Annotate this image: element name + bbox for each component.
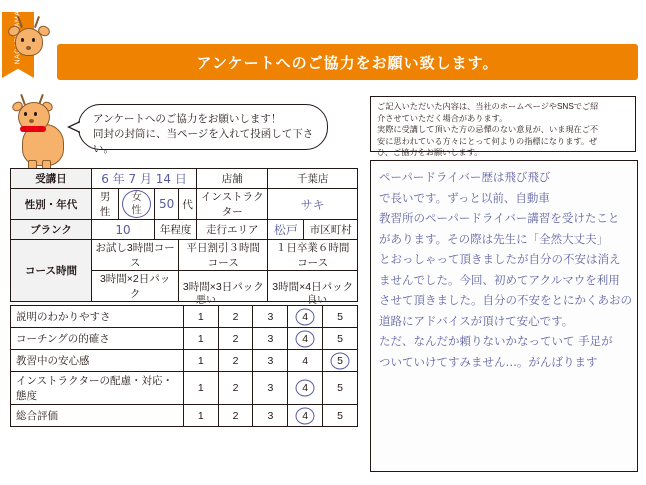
cell-number: 5: [337, 354, 343, 367]
note-line-5: ひ、ご協力をお願いします。: [377, 148, 483, 158]
handwritten-line: とおっしゃって頂きましたが自分の不安は消え: [379, 252, 621, 266]
field-area-unit: 市区町村: [304, 220, 358, 240]
course-option-2day[interactable]: 3時間×2日パック: [92, 271, 179, 302]
row-label-course-time: コース時間: [11, 240, 92, 302]
selected-circle: 女性: [122, 190, 151, 218]
field-blank-value[interactable]: 10: [92, 220, 155, 240]
rating-cell-4[interactable]: 4: [288, 350, 323, 372]
rating-question: インストラクターの配慮・対応・態度: [11, 372, 184, 405]
privacy-note: [370, 96, 636, 158]
rating-cell-5[interactable]: 5: [323, 405, 358, 427]
deer-character-icon: [12, 100, 74, 172]
field-date-value[interactable]: 6 年 7 月 14 日: [92, 169, 197, 189]
scale-label-high: 良い: [307, 295, 327, 306]
selection-circle: [331, 352, 350, 369]
rating-cell-5[interactable]: 5: [323, 372, 358, 405]
table-row: [11, 350, 358, 372]
rating-question: 総合評価: [11, 405, 184, 427]
rating-cell-5[interactable]: [323, 350, 358, 372]
table-row: [11, 220, 358, 240]
rating-cell-3[interactable]: 3: [253, 405, 288, 427]
course-option-4day[interactable]: 3時間×4日パック: [268, 271, 358, 302]
selection-circle: [296, 407, 315, 424]
table-row: [11, 240, 358, 271]
handwritten-line: ませんでした。今回、初めてアクルマウを利用: [379, 272, 620, 287]
field-gender-female[interactable]: [119, 189, 155, 220]
bubble-line-2: 同封の封筒に、当ページを入れて投函して下さい。: [93, 128, 314, 155]
handwritten-line: で長いです。ずっと以前、自動車: [379, 190, 550, 205]
handwritten-comment-panel: [370, 160, 638, 472]
rating-cell-2[interactable]: 2: [218, 328, 253, 350]
table-row: [11, 306, 358, 328]
rating-cell-2[interactable]: 2: [218, 350, 253, 372]
speech-bubble: [78, 104, 328, 155]
rating-cell-5[interactable]: 5: [323, 306, 358, 328]
selection-circle: [296, 380, 315, 397]
selection-circle: [296, 330, 315, 347]
rating-question: コーチングの的確さ: [11, 328, 184, 350]
field-instructor-value[interactable]: サキ: [268, 189, 358, 220]
rating-cell-4[interactable]: [288, 372, 323, 405]
rating-cell-3[interactable]: 3: [253, 328, 288, 350]
rating-cell-2[interactable]: 2: [218, 372, 253, 405]
rating-scale-labels: [10, 290, 358, 305]
field-gender-male[interactable]: 男性: [92, 189, 119, 220]
rating-question: 説明のわかりやすさ: [11, 306, 184, 328]
rating-cell-4[interactable]: [288, 328, 323, 350]
course-option-oneday[interactable]: １日卒業６時間コース: [268, 240, 358, 271]
scale-label-low: 悪い: [196, 295, 216, 306]
field-area-value[interactable]: 松戸: [268, 220, 304, 240]
course-option-3day[interactable]: 3時間×3日パック: [179, 271, 268, 302]
field-instructor-label: インストラクター: [197, 189, 268, 220]
rating-cell-2[interactable]: 2: [218, 306, 253, 328]
rating-cell-1[interactable]: 1: [183, 306, 218, 328]
row-label-blank-period: ブランク: [11, 220, 92, 240]
table-row: [11, 189, 358, 220]
rating-table: [10, 305, 358, 427]
deer-mascot-icon: [8, 16, 50, 62]
rating-section: [10, 290, 358, 427]
table-row: [11, 405, 358, 427]
brand-badge: [2, 12, 54, 82]
course-option-weekday[interactable]: 平日割引３時間コース: [179, 240, 268, 271]
table-row: [11, 372, 358, 405]
rating-cell-5[interactable]: 5: [323, 328, 358, 350]
rating-cell-3[interactable]: 3: [253, 306, 288, 328]
field-store-value: 千葉店: [268, 169, 358, 189]
header-banner: [57, 44, 638, 80]
selection-circle: [296, 308, 315, 325]
rating-cell-1[interactable]: 1: [183, 372, 218, 405]
handwritten-line: ただ、なんだか頼りないかなっていて 手足が: [379, 334, 613, 348]
row-label-gender-age: 性別・年代: [11, 189, 92, 220]
field-store-label: 店舗: [197, 169, 268, 189]
cell-number: 4: [302, 382, 309, 394]
banner-title: アンケートへのご協力をお願い致します。: [196, 54, 499, 72]
note-line-2: 介させていただく場合があります。: [377, 113, 508, 123]
rating-cell-3[interactable]: 3: [253, 350, 288, 372]
handwritten-line: 道路にアドバイスが頂けて安心です。: [379, 313, 574, 328]
field-blank-unit: 年程度: [155, 220, 197, 240]
rating-cell-4[interactable]: [288, 405, 323, 427]
cell-number: 4: [302, 310, 309, 323]
handwritten-line: ペーパードライバー歴は飛び飛び: [379, 170, 551, 184]
rating-cell-2[interactable]: 2: [218, 405, 253, 427]
rating-cell-1[interactable]: 1: [183, 350, 218, 372]
field-area-label: 走行エリア: [197, 220, 268, 240]
bubble-line-1: アンケートへのご協力をお願いします！: [93, 113, 282, 125]
rating-question: 教習中の安心感: [11, 350, 184, 372]
handwritten-line: ついていけてすみません…。がんばります: [379, 354, 598, 369]
rating-cell-4[interactable]: [288, 306, 323, 328]
table-row: [11, 328, 358, 350]
note-line-4: 安に思われている方々にとって何よりの指標になります。ぜ: [377, 136, 598, 146]
row-label-date: 受講日: [11, 169, 92, 189]
rating-cell-1[interactable]: 1: [183, 328, 218, 350]
note-line-1: ご記入いただいた内容は、当社のホームページやSNSでご紹: [377, 102, 599, 111]
field-age-value[interactable]: 50: [155, 189, 179, 220]
handwritten-line: 教習所のペーパードライバー講習を受けたこと: [379, 211, 620, 225]
rating-cell-1[interactable]: 1: [183, 405, 218, 427]
field-age-unit: 代: [179, 189, 197, 220]
course-option-trial[interactable]: お試し3時間コース: [92, 240, 179, 271]
cell-number: 4: [302, 332, 309, 345]
table-row: [11, 169, 358, 189]
note-line-3: 実際に受講して頂いた方の忌憚のない意見が、いま現在ご不: [377, 125, 599, 135]
handwritten-line: があります。その際は先生に「全然大丈夫」: [379, 231, 609, 246]
respondent-info-table: [10, 168, 358, 302]
cell-number: 4: [302, 409, 309, 422]
rating-cell-3[interactable]: 3: [253, 372, 288, 405]
handwritten-line: させて頂きました。自分の不安をとにかくあおの: [379, 293, 632, 307]
